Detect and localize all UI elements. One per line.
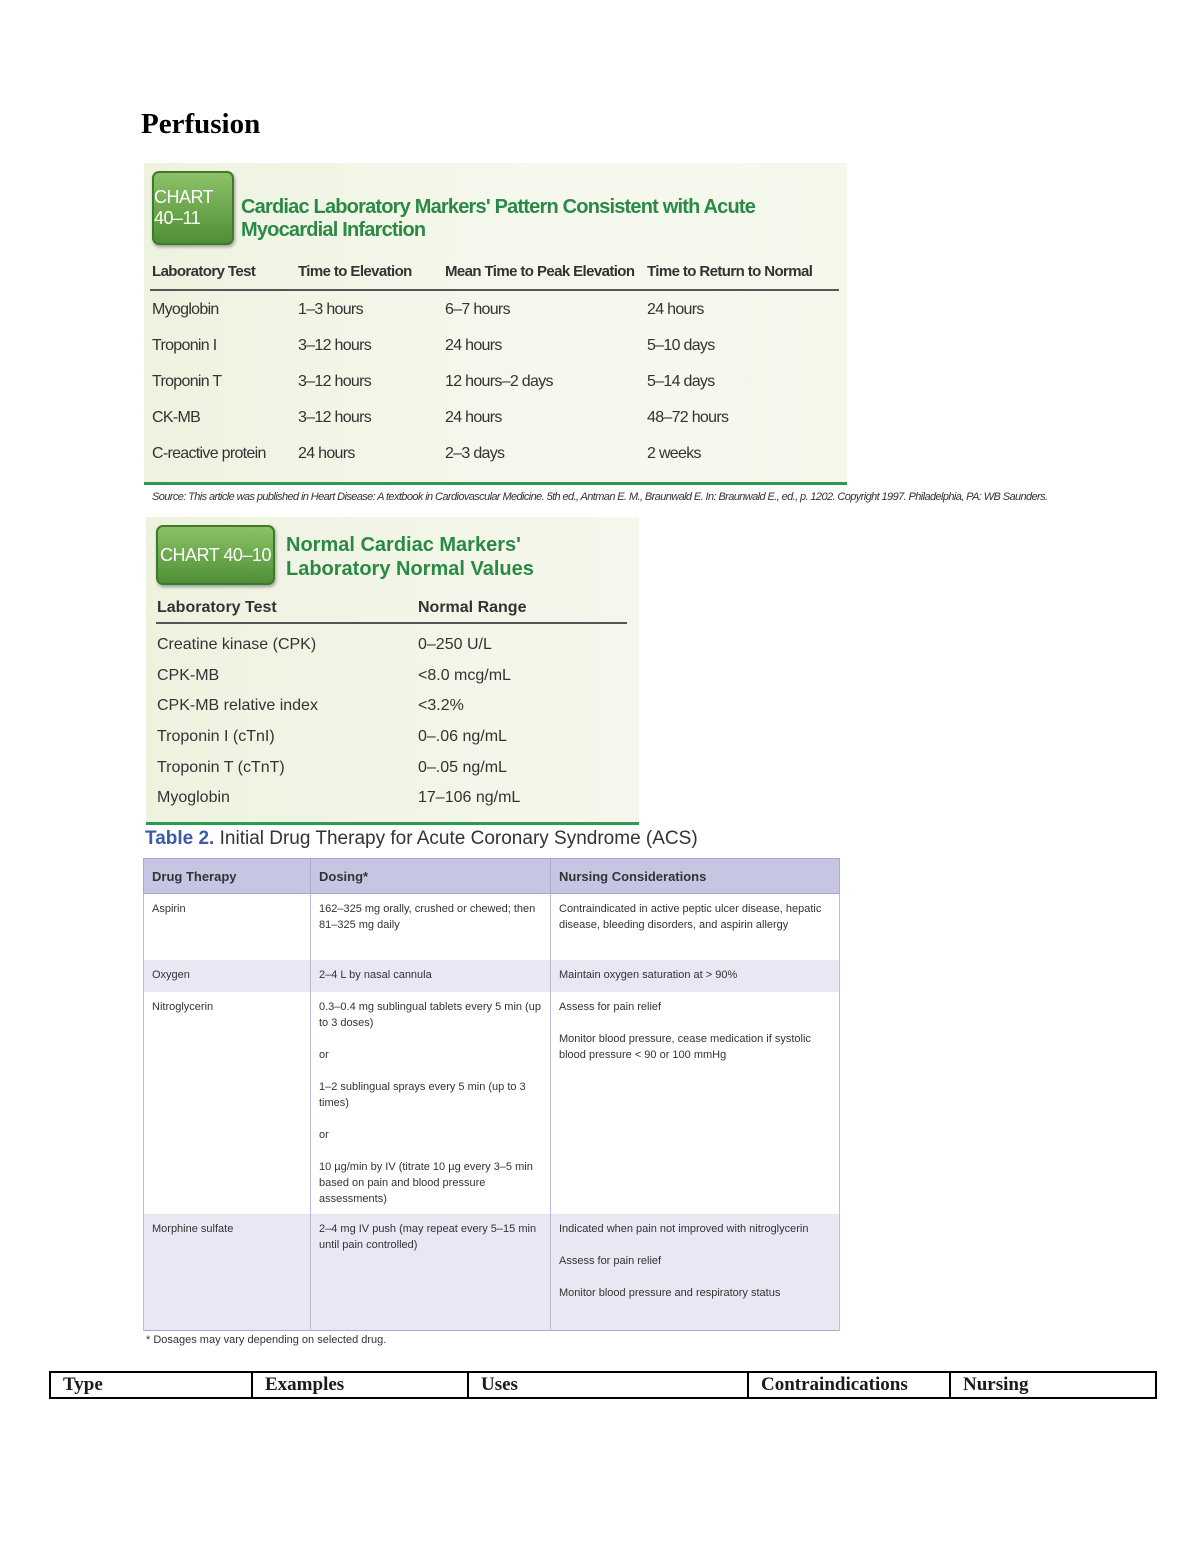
table-cell: 24 hours [647, 301, 704, 318]
dosing-text: 2–4 L by nasal cannula [319, 969, 432, 981]
table-row [144, 960, 840, 992]
chart-40-10-panel [146, 517, 639, 825]
dosing-cell [311, 992, 551, 1214]
dosing-text: 2–4 mg IV push (may repeat every 5–15 min until pain controlled) [319, 1223, 537, 1251]
table-cell: 17–106 ng/mL [418, 789, 521, 806]
table-cell: 24 hours [298, 445, 355, 462]
table-cell: 3–12 hours [298, 373, 372, 390]
table-cell: CPK-MB [157, 667, 220, 684]
table-row [144, 894, 840, 961]
table-header-row [144, 859, 840, 894]
dosing-text: 0.3–0.4 mg sublingual tablets every 5 min (up to 3 doses) [319, 1001, 541, 1029]
table-cell: 2 weeks [647, 445, 701, 462]
page-title: Perfusion [141, 108, 261, 140]
table-2-footnote: * Dosages may vary depending on selected drug. [146, 1334, 387, 1346]
table-cell: 5–10 days [647, 337, 715, 354]
chart-40-11-badge: CHART 40–11 [152, 171, 234, 245]
table-cell: 3–12 hours [298, 337, 372, 354]
table-cell: 1–3 hours [298, 301, 363, 318]
table-cell: 5–14 days [647, 373, 715, 390]
table-2-label: Table 2. [145, 828, 215, 849]
table-cell: C-reactive protein [152, 445, 266, 462]
nursing-cell [551, 1214, 840, 1331]
table-cell: Myoglobin [157, 789, 230, 806]
column-header: Drug Therapy [144, 859, 311, 894]
dosing-text: 1–2 sublingual sprays every 5 min (up to 3 times) [319, 1081, 526, 1109]
table-2-caption-text: Initial Drug Therapy for Acute Coronary Syndrome (ACS) [219, 828, 698, 849]
table-row [144, 1214, 840, 1331]
dosing-text: or [319, 1129, 329, 1141]
table-cell: 12 hours–2 days [445, 373, 553, 390]
column-header-contraindications: Contraindications [748, 1372, 950, 1398]
table-2-caption [145, 828, 698, 850]
dosing-text: or [319, 1049, 329, 1061]
chart-40-10-title: Normal Cardiac Markers' Laboratory Normal Values [286, 534, 534, 580]
column-header: Normal Range [418, 599, 527, 616]
drug-cell: Aspirin [144, 894, 311, 961]
chart-40-11-title: Cardiac Laboratory Markers' Pattern Consistent with Acute Myocardial Infarction [241, 196, 756, 241]
nursing-cell [551, 960, 840, 992]
header-divider [150, 289, 839, 291]
nursing-text: Indicated when pain not improved with nitroglycerin [559, 1223, 809, 1235]
table-cell: Troponin T [152, 373, 222, 390]
drug-cell: Morphine sulfate [144, 1214, 311, 1331]
column-header: Time to Elevation [298, 263, 412, 280]
table-cell: 0–.06 ng/mL [418, 728, 507, 745]
nursing-text: Monitor blood pressure and respiratory status [559, 1287, 781, 1299]
column-header: Laboratory Test [157, 599, 277, 616]
nursing-cell [551, 992, 840, 1214]
nursing-text: Contraindicated in active peptic ulcer disease, hepatic disease, bleeding disorders, and aspirin allergy [559, 903, 822, 931]
table-cell: Troponin I (cTnI) [157, 728, 275, 745]
chart-40-11-panel [144, 163, 847, 485]
drug-cell: Oxygen [144, 960, 311, 992]
column-header: Laboratory Test [152, 263, 256, 280]
nursing-cell [551, 894, 840, 961]
table-cell: 0–.05 ng/mL [418, 759, 507, 776]
column-header: Nursing Considerations [551, 859, 840, 894]
header-divider [156, 622, 627, 624]
nursing-text: Monitor blood pressure, cease medication if systolic blood pressure < 90 or 100 mmHg [559, 1033, 811, 1061]
table-cell: Troponin T (cTnT) [157, 759, 285, 776]
table-cell: 48–72 hours [647, 409, 729, 426]
chart-40-10-badge: CHART 40–10 [156, 525, 275, 585]
table-row [144, 992, 840, 1214]
column-header: Time to Return to Normal [647, 263, 813, 280]
table-cell: 6–7 hours [445, 301, 510, 318]
column-header: Mean Time to Peak Elevation [445, 263, 635, 280]
table-cell: 2–3 days [445, 445, 505, 462]
table-cell: <3.2% [418, 697, 464, 714]
column-header: Dosing* [311, 859, 551, 894]
nursing-text: Assess for pain relief [559, 1001, 662, 1013]
table-cell: 24 hours [445, 337, 502, 354]
table-cell: 0–250 U/L [418, 636, 492, 653]
table-cell: <8.0 mcg/mL [418, 667, 511, 684]
column-header-examples: Examples [252, 1372, 468, 1398]
nursing-text: Assess for pain relief [559, 1255, 662, 1267]
source-citation: Source: This article was published in Heart Disease: A textbook in Cardiovascular Medicine. 5th ed., Antman E. M., Braunwald E. In: Braunwald E., ed., p. 1202. Copyright 1997. Philadelphia, PA: WB Saunders. [152, 491, 1048, 503]
table-header-row [50, 1372, 1156, 1398]
table-cell: CPK-MB relative index [157, 697, 318, 714]
column-header-nursing: Nursing [950, 1372, 1156, 1398]
dosing-text: 10 µg/min by IV (titrate 10 µg every 3–5 min based on pain and blood pressure assessments) [319, 1161, 533, 1205]
drug-type-table [49, 1371, 1157, 1399]
nursing-text: Maintain oxygen saturation at > 90% [559, 969, 738, 981]
table-cell: CK-MB [152, 409, 201, 426]
table-cell: Myoglobin [152, 301, 219, 318]
table-cell: Creatine kinase (CPK) [157, 636, 317, 653]
column-header-uses: Uses [468, 1372, 748, 1398]
dosing-cell [311, 1214, 551, 1331]
dosing-cell [311, 894, 551, 961]
acs-drug-therapy-table [143, 858, 840, 1331]
column-header-type: Type [50, 1372, 252, 1398]
drug-cell: Nitroglycerin [144, 992, 311, 1214]
table-cell: 24 hours [445, 409, 502, 426]
dosing-text: 162–325 mg orally, crushed or chewed; then 81–325 mg daily [319, 903, 536, 931]
table-cell: 3–12 hours [298, 409, 372, 426]
table-cell: Troponin I [152, 337, 217, 354]
dosing-cell [311, 960, 551, 992]
